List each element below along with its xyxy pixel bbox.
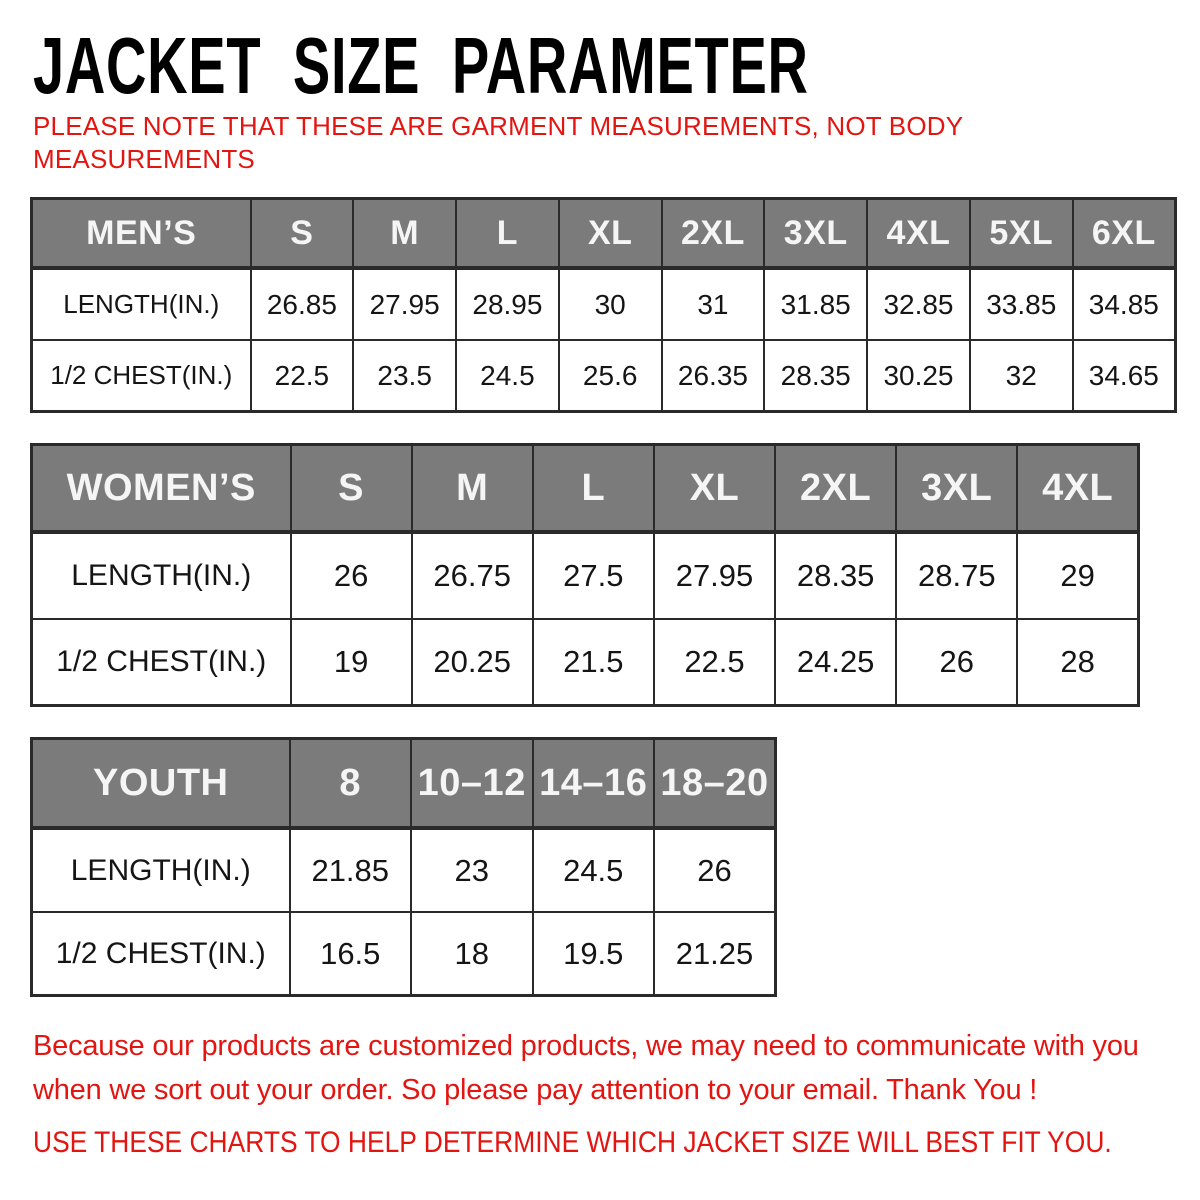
value-cell: 34.65 [1073, 340, 1176, 412]
measurement-row [32, 828, 776, 912]
value-cell: 34.85 [1073, 268, 1176, 340]
value-cell: 24.25 [775, 619, 896, 706]
value-cell: 30 [559, 268, 662, 340]
womens-size-table [30, 443, 1140, 707]
size-header-cell: 8 [290, 739, 412, 829]
size-header-cell: 2XL [662, 199, 765, 269]
value-cell: 32 [970, 340, 1073, 412]
measurement-row [32, 268, 1176, 340]
value-cell: 26 [654, 828, 776, 912]
mens-header-row [32, 199, 1176, 269]
value-cell: 20.25 [412, 619, 533, 706]
size-header-cell: 10–12 [411, 739, 533, 829]
value-cell: 28.35 [764, 340, 867, 412]
value-cell: 22.5 [251, 340, 354, 412]
size-header-cell: 3XL [764, 199, 867, 269]
value-cell: 22.5 [654, 619, 775, 706]
size-header-cell: L [533, 445, 654, 533]
value-cell: 16.5 [290, 912, 412, 996]
measurement-row [32, 532, 1139, 619]
value-cell: 28 [1017, 619, 1138, 706]
value-cell: 27.95 [353, 268, 456, 340]
value-cell: 19.5 [533, 912, 655, 996]
value-cell: 19 [291, 619, 412, 706]
row-label-cell: LENGTH(IN.) [32, 532, 291, 619]
value-cell: 26 [896, 619, 1017, 706]
size-header-cell: 4XL [1017, 445, 1138, 533]
value-cell: 21.25 [654, 912, 776, 996]
note-line-1: PLEASE NOTE THAT THESE ARE GARMENT MEASUREMENTS, NOT BODY [33, 111, 964, 141]
size-header-cell: M [412, 445, 533, 533]
size-header-cell: XL [654, 445, 775, 533]
size-header-cell: M [353, 199, 456, 269]
size-header-cell: 18–20 [654, 739, 776, 829]
measurement-row [32, 912, 776, 996]
row-label-cell: LENGTH(IN.) [32, 828, 290, 912]
footer-note-usage [33, 1126, 1200, 1160]
value-cell: 18 [411, 912, 533, 996]
value-cell: 26.75 [412, 532, 533, 619]
table-name-cell: WOMEN’S [32, 445, 291, 533]
value-cell: 26.35 [662, 340, 765, 412]
footer-note-communication [33, 1024, 1163, 1112]
size-header-cell: 2XL [775, 445, 896, 533]
value-cell: 30.25 [867, 340, 970, 412]
row-label-cell: LENGTH(IN.) [32, 268, 251, 340]
size-header-cell: 5XL [970, 199, 1073, 269]
value-cell: 24.5 [533, 828, 655, 912]
value-cell: 33.85 [970, 268, 1073, 340]
size-header-cell: S [251, 199, 354, 269]
value-cell: 27.5 [533, 532, 654, 619]
size-header-cell: L [456, 199, 559, 269]
table-name-cell: YOUTH [32, 739, 290, 829]
value-cell: 29 [1017, 532, 1138, 619]
youth-header-row [32, 739, 776, 829]
size-header-cell: 4XL [867, 199, 970, 269]
value-cell: 21.85 [290, 828, 412, 912]
footer-communication-line-1: Because our products are customized products, we may need to communicate with you [33, 1030, 1139, 1062]
value-cell: 23 [411, 828, 533, 912]
row-label-cell: 1/2 CHEST(IN.) [32, 619, 291, 706]
size-header-cell: XL [559, 199, 662, 269]
size-header-cell: 3XL [896, 445, 1017, 533]
value-cell: 28.95 [456, 268, 559, 340]
measurement-row [32, 619, 1139, 706]
value-cell: 26.85 [251, 268, 354, 340]
footer-communication-line-2: when we sort out your order. So please pay attention to your email. Thank You ! [33, 1074, 1038, 1106]
page-title: JACKET SIZE PARAMETER [33, 21, 809, 110]
size-header-cell: S [291, 445, 412, 533]
value-cell: 21.5 [533, 619, 654, 706]
value-cell: 27.95 [654, 532, 775, 619]
womens-header-row [32, 445, 1139, 533]
row-label-cell: 1/2 CHEST(IN.) [32, 912, 290, 996]
value-cell: 23.5 [353, 340, 456, 412]
value-cell: 24.5 [456, 340, 559, 412]
value-cell: 32.85 [867, 268, 970, 340]
youth-size-table [30, 737, 777, 997]
value-cell: 28.35 [775, 532, 896, 619]
size-header-cell: 14–16 [533, 739, 655, 829]
size-header-cell: 6XL [1073, 199, 1176, 269]
value-cell: 26 [291, 532, 412, 619]
value-cell: 28.75 [896, 532, 1017, 619]
row-label-cell: 1/2 CHEST(IN.) [32, 340, 251, 412]
value-cell: 25.6 [559, 340, 662, 412]
mens-size-table [30, 197, 1177, 413]
footer-usage-text: USE THESE CHARTS TO HELP DETERMINE WHICH JACKET SIZE WILL BEST FIT YOU. [33, 1126, 1112, 1159]
note-line-2: MEASUREMENTS [33, 144, 255, 174]
measurement-row [32, 340, 1176, 412]
table-name-cell: MEN’S [32, 199, 251, 269]
value-cell: 31 [662, 268, 765, 340]
garment-measurement-note [33, 110, 983, 176]
value-cell: 31.85 [764, 268, 867, 340]
